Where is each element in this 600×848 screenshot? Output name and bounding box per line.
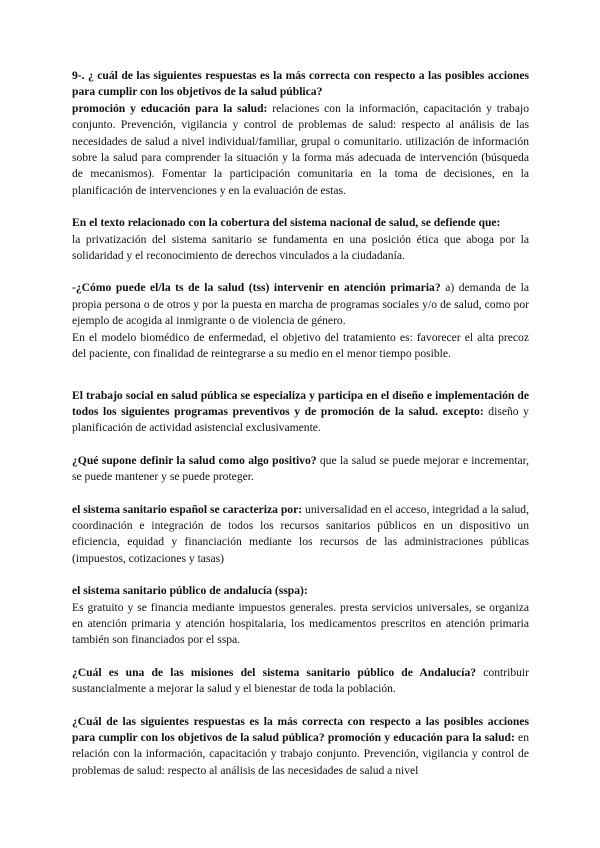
question-block-2 xyxy=(72,215,529,264)
question-text: ¿Cuál es una de las misiones del sistema sanitario público de Andalucía? xyxy=(72,665,477,679)
answer-text: universalidad en el acceso, integridad a la salud, coordinación e integración de todos los recursos sanitarios públicos en un dispositivo un eficiencia, equidad y financiación mediante los recursos de las administraciones públicas (impuestos, cotizaciones y tasas) xyxy=(72,502,529,565)
answer-label: promoción y educación para la salud: xyxy=(72,101,268,115)
question-text: ¿Qué supone definir la salud como algo positivo? xyxy=(72,453,317,467)
question-block-9 xyxy=(72,714,529,780)
answer-text: diseño y planificación de actividad asistencial exclusivamente. xyxy=(72,404,529,435)
question-text: ¿Cuál de las siguientes respuestas es la más correcta con respecto a las posibles acciones para cumplir con los objetivos de la salud pública? promoción y educación para la salud: xyxy=(72,714,529,744)
extra-text: En el modelo biomédico de enfermedad, el objetivo del tratamiento es: favorecer el alta precoz del paciente, con finalidad de reintegrarse a su medio en el menor tiempo posible. xyxy=(72,330,529,361)
answer-text: la privatización del sistema sanitario se fundamenta en una posición ética que aboga por la solidaridad y el reconocimiento de derechos vinculados a la ciudadanía. xyxy=(72,232,529,263)
question-text: -¿Cómo puede el/la ts de la salud (tss) intervenir en atención primaria? xyxy=(72,281,441,295)
question-block-3 xyxy=(72,280,529,329)
answer-text: a) demanda de la propia persona o de otros y por la puesta en marcha de programas sociales y/o de salud, como por ejemplo de acogida al inmigrante o de violencia de género. xyxy=(72,281,529,328)
answer-text: Es gratuito y se financia mediante impuestos generales. presta servicios universales, se organiza en atención primaria y atención hospitalaria, los medicamentos prescritos en atención primaria también son financiados por el sspa. xyxy=(72,600,529,647)
question-block-6 xyxy=(72,502,529,568)
question-text: el sistema sanitario español se caracteriza por: xyxy=(72,502,303,516)
question-block-5 xyxy=(72,453,529,486)
extra-paragraph xyxy=(72,330,529,363)
document-page xyxy=(72,68,529,779)
question-block-4 xyxy=(72,388,529,437)
answer-text: que la salud se puede mejorar e incrementar, se puede mantener y se puede proteger. xyxy=(72,453,529,484)
question-text: 9-. ¿ cuál de las siguientes respuestas es la más correcta con respecto a las posibles acciones para cumplir con los objetivos de la salud pública? xyxy=(72,69,529,99)
question-block-7 xyxy=(72,583,529,649)
question-text: En el texto relacionado con la cobertura del sistema nacional de salud, se defiende que: xyxy=(72,216,501,230)
answer-text: relaciones con la información, capacitación y trabajo conjunto. Prevención, vigilancia y control de problemas de salud: respecto al análisis de las necesidades de salud a nivel individual/familiar, grupal o comunitario. utilización de información sobre la salud para comprender la situación y la forma más adecuada de intervención (búsqueda de mecanismos). Fomentar la participación comunitaria en la toma de decisiones, en la planificación de intervenciones y en la evaluación de estas. xyxy=(72,101,529,197)
question-text: el sistema sanitario público de andalucía (sspa): xyxy=(72,584,308,598)
answer-text: contribuir sustancialmente a mejorar la salud y el bienestar de toda la población. xyxy=(72,665,529,696)
question-block-8 xyxy=(72,665,529,698)
question-text: El trabajo social en salud pública se especializa y participa en el diseño e implementación de todos los siguientes programas preventivos y de promoción de la salud. excepto: xyxy=(72,388,529,418)
answer-text: en relación con la información, capacitación y trabajo conjunto. Prevención, vigilancia y control de problemas de salud: respecto al análisis de las necesidades de salud a nivel xyxy=(72,731,529,777)
question-block-1 xyxy=(72,68,529,199)
